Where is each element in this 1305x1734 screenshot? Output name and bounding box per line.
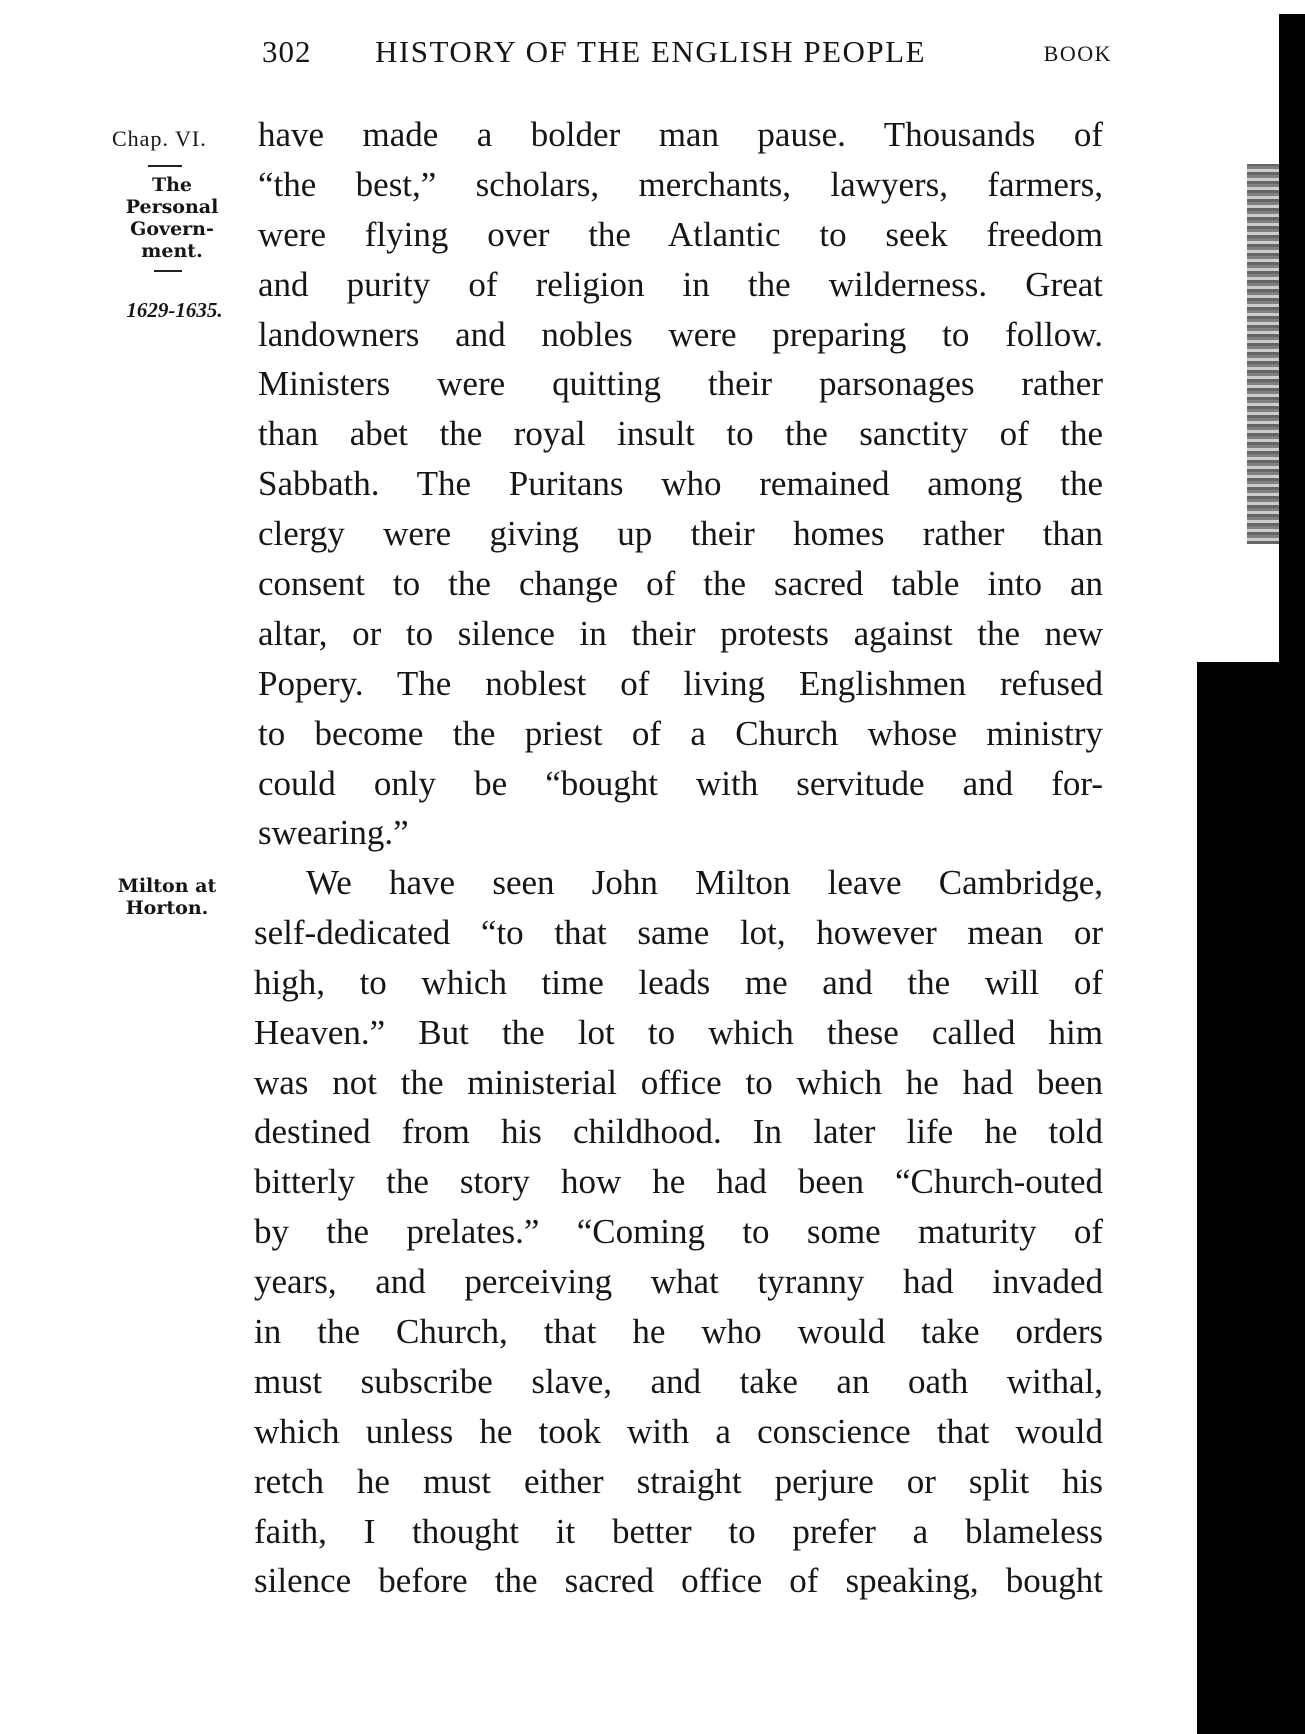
paragraph-2 xyxy=(254,858,1103,1606)
text-line: in the Church, that he who would take orders xyxy=(254,1312,1103,1352)
text-line: faith, I thought it better to prefer a blameless xyxy=(254,1511,1103,1551)
margin-rule xyxy=(148,165,182,167)
scan-edge-strip xyxy=(1279,14,1305,664)
text-line: Heaven.” But the lot to which these called him xyxy=(254,1012,1103,1052)
text-line: Popery. The noblest of living Englishmen refused xyxy=(258,663,1103,703)
text-line: silence before the sacred office of speaking, bought xyxy=(254,1561,1103,1601)
sidenote-line: ment. xyxy=(141,240,203,262)
scan-edge-shadow xyxy=(1192,14,1305,1734)
text-line: clergy were giving up their homes rather than xyxy=(258,514,1103,554)
text-line: and purity of religion in the wilderness. Great xyxy=(258,264,1103,304)
text-line: Ministers were quitting their parsonages rather xyxy=(258,364,1103,404)
scan-edge-block xyxy=(1197,662,1305,1734)
text-line: altar, or to silence in their protests against the new xyxy=(258,613,1103,653)
text-line: “the best,” scholars, merchants, lawyers, farmers, xyxy=(258,164,1103,204)
text-line: have made a bolder man pause. Thousands of xyxy=(258,115,1103,154)
running-title: HISTORY OF THE ENGLISH PEOPLE xyxy=(375,34,927,69)
text-line: to become the priest of a Church whose ministry xyxy=(258,713,1103,753)
book-label: BOOK xyxy=(1043,41,1112,66)
text-line: We have seen John Milton leave Cambridge, xyxy=(306,863,1103,902)
running-header xyxy=(262,34,1112,74)
sidenote-line: Govern- xyxy=(130,218,214,240)
paragraph-1 xyxy=(258,110,1103,858)
text-line: swearing.” xyxy=(258,813,409,853)
page-number: 302 xyxy=(262,34,312,69)
text-line: could only be “bought with servitude and for- xyxy=(258,763,1103,803)
text-line: self-dedicated “to that same lot, however mean or xyxy=(254,912,1103,952)
text-line: retch he must either straight perjure or split his xyxy=(254,1461,1103,1501)
text-line: bitterly the story how he had been “Church-outed xyxy=(254,1162,1103,1202)
sidenote-milton-at-horton xyxy=(112,875,222,919)
scan-edge-fringe xyxy=(1247,164,1279,544)
text-line: were flying over the Atlantic to seek freedom xyxy=(258,214,1103,254)
text-line: than abet the royal insult to the sanctity of the xyxy=(258,414,1103,454)
sidenote-line: Personal xyxy=(125,196,219,218)
sidenote-line: Milton at xyxy=(117,875,217,897)
text-line: years, and perceiving what tyranny had invaded xyxy=(254,1262,1103,1302)
text-line: which unless he took with a conscience that would xyxy=(254,1411,1103,1451)
text-line: destined from his childhood. In later life he told xyxy=(254,1112,1103,1152)
text-line: must subscribe slave, and take an oath withal, xyxy=(254,1361,1103,1401)
sidenote-personal-government xyxy=(112,174,232,262)
sidenote-line: The xyxy=(151,174,193,196)
sidenote-dates: 1629-1635. xyxy=(126,298,223,322)
text-line: landowners and nobles were preparing to follow. xyxy=(258,314,1103,354)
text-line: by the prelates.” “Coming to some maturity of xyxy=(254,1212,1103,1252)
chapter-label: Chap. VI. xyxy=(112,126,207,151)
text-line: consent to the change of the sacred table into an xyxy=(258,564,1103,604)
text-line: Sabbath. The Puritans who remained among the xyxy=(258,464,1103,504)
text-line: was not the ministerial office to which he had been xyxy=(254,1062,1103,1102)
sidenote-line: Horton. xyxy=(125,897,209,919)
margin-rule xyxy=(154,270,182,272)
text-line: high, to which time leads me and the will of xyxy=(254,962,1103,1002)
